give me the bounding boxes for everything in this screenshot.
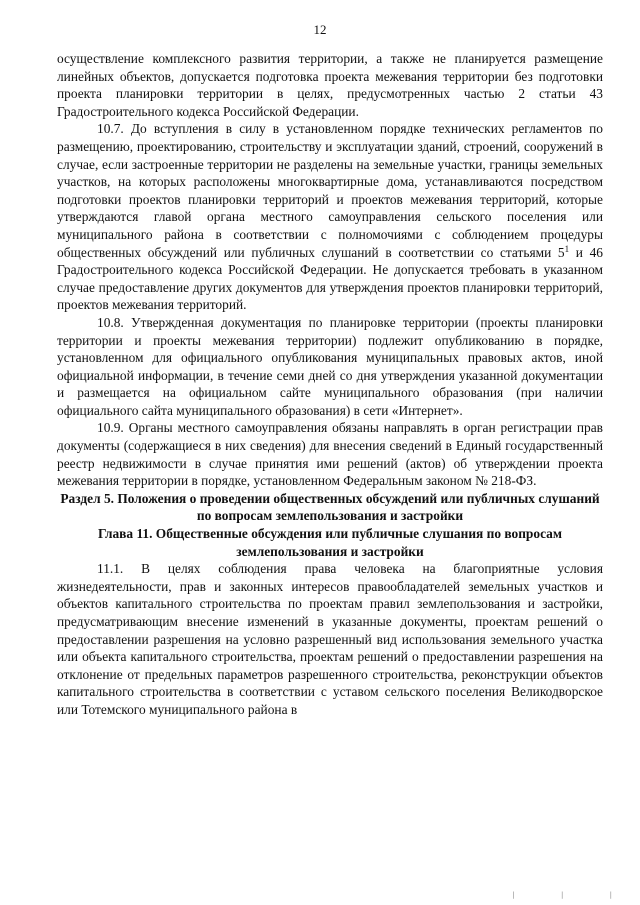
paragraph-10-7	[57, 120, 603, 314]
paragraph-10-9: 10.9. Органы местного самоуправления обязаны направлять в орган регистрации прав документы (содержащиеся в них сведения) для внесения сведений в Единый государственный реестр недвижимости в случае принятия ими решений (актов) об утверждении проекта межевания территории в порядке, установленном Федеральным законом № 218-ФЗ.	[57, 420, 603, 489]
page-number: 12	[313, 22, 327, 37]
paragraph-10-7-text-end: и 46 Градостроительного кодекса Российской Федерации. Не допускается требовать в указанном случае предоставление других документов для утверждения проектов планировки территорий, проектов межевания территорий.	[57, 244, 603, 313]
chapter-11-heading: Глава 11. Общественные обсуждения или публичные слушания по вопросам землепользования и застройки	[97, 526, 563, 559]
superscript-one: 1	[564, 243, 570, 254]
paragraph-11-1: 11.1. В целях соблюдения права человека на благоприятные условия жизнедеятельности, прав и законных интересов правообладателей земельных участков и объектов капитального строительства по проектам правил землепользования и застройки, предусматривающим внесение изменений в указанные документы, проектам решений о предоставлении разрешения на условно разрешенный вид использования земельного участка или объекта капитального строительства, проектам решений о предоставлении разрешения на отклонение от предельных параметров разрешенного строительства, реконструкции объектов капитального строительства в соответствии с уставом сельского поселения Великодворское или Тотемского муниципального района в	[57, 561, 603, 717]
paragraph-10-8: 10.8. Утвержденная документация по планировке территории (проекты планировки территории и проекты межевания территории) подлежит опубликованию в порядке, установленном для официального опубликования муниципальных правовых актов, иной официальной информации, в течение семи дней со дня утверждения указанной документации и размещается на официальном сайте муниципального образования (при наличии официального сайта муниципального образования) в сети «Интернет».	[57, 314, 603, 418]
section-5-heading: Раздел 5. Положения о проведении общественных обсуждений или публичных слушаний по вопросам землепользования и застройки	[60, 490, 600, 524]
paragraph-10-7-text: 10.7. До вступления в силу в установленном порядке технических регламентов по размещению, проектированию, строительству и эксплуатации зданий, строений, сооружений в случае, если застроенные территории не разделены на земельные участки, границы земельных участков, на которых расположены многоквартирные дома, устанавливаются посредством подготовки проектов планировки территорий и проектов межевания территорий, которые утверждаются главой органа местного самоуправления сельского поселения или муниципального района в соответствии с полномочиями с соблюдением процедуры общественных обсуждений или публичных слушаний в соответствии со статьями 5	[57, 121, 603, 260]
document-body	[57, 50, 603, 719]
scan-edge-marks: | | |	[512, 891, 634, 899]
paragraph-continuation: осуществление комплексного развития территории, а также не планируется размещение линейных объектов, допускается подготовка проекта межевания территории без подготовки проекта планировки территории в целях, предусмотренных частью 2 статьи 43 Градостроительного кодекса Российской Федерации.	[57, 51, 603, 119]
